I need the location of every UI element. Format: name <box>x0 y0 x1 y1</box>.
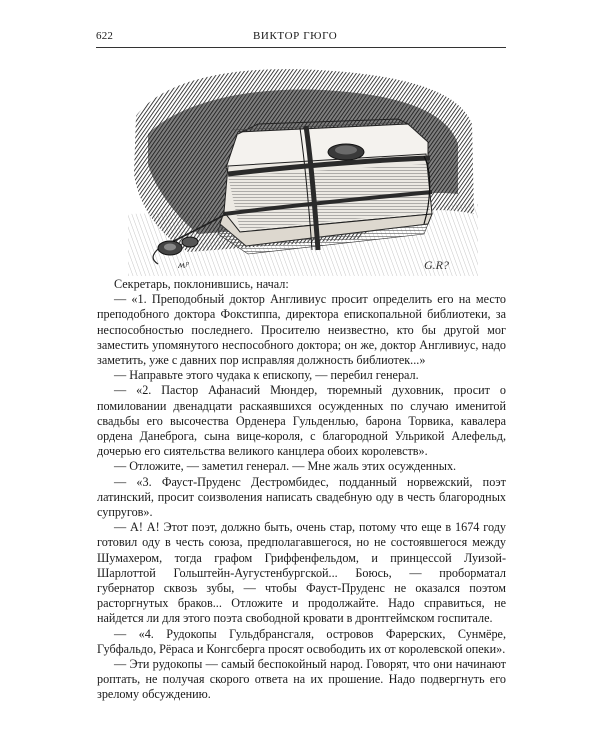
running-header <box>96 30 506 46</box>
page-number: 622 <box>96 30 114 42</box>
artist-signature-right: G.R? <box>424 258 449 272</box>
paragraph: — «1. Преподобный доктор Англивиус просит определить его на место преподобного доктора Фокстиппа, директора епископальной библиотеки, за неспособностью последнего. Просителю неизвестно, кто бы другой мог заместить упомянутого неспособного доктора; он же, доктор Англивиус, надо заметить, уже с давних пор исправляя должность библиотек...» <box>97 292 506 368</box>
paragraph: — «4. Рудокопы Гульдбрансгаля, островов Фарерских, Сунмёре, Губфальдо, Рёраса и Конгсберга просят освободить их от королевской опеки». <box>97 626 506 656</box>
paragraph: — «2. Пастор Афанасий Мюндер, тюремный духовник, просит о помиловании двенадцати раскаявшихся осужденных по случаю именитой свадьбы его высочества Орденера Гульденлью, барона Торвика, кавалера ордена Данеброга, сына вице-короля, с благородной Ульрикой Алефельд, дочерью его сиятельства великого канцлера обоих королевств». <box>97 383 506 459</box>
paragraph: — Направьте этого чудака к епископу, — перебил генерал. <box>114 368 419 383</box>
paragraph: — А! А! Этот поэт, должно быть, очень стар, потому что еще в 1674 году готовил оду в честь союза, предполагавшегося, но не состоявшегося между Шумахером, тогда графом Гриффенфельдом, и принцессой Луизой-Шарлоттой Гольштейн-Аугустенбургской... Боюсь, — проборматал губернатор сквозь зубы, — чтобы Фауст-Пруденс не оказался поэтом расторгнутых браков... Отложите и продолжайте. Надо справиться, не найдется ли для этого поэта свободной кровати в дронтгеймском госпитале. <box>97 520 506 626</box>
paragraph: — Отложите, — заметил генерал. — Мне жаль этих осужденных. <box>114 459 457 474</box>
bundle <box>218 119 432 254</box>
body-text <box>97 277 506 703</box>
running-title: ВИКТОР ГЮГО <box>253 30 338 42</box>
paragraph: Секретарь, поклонившись, начал: <box>114 277 289 291</box>
header-rule <box>96 47 506 48</box>
paragraph: — Эти рудокопы — самый беспокойный народ. Говорят, что они начинают роптать, не получая скорого ответа на их прошение. Надо подвергнуть его зрелому обсуждению. <box>97 657 506 702</box>
artist-signature-left: ʍᵖ <box>178 259 189 271</box>
paragraph: — «3. Фауст-Пруденс Дестромбидес, подданный норвежский, поэт латинский, просит соизволения написать свадебную оду в честь благородных супругов». <box>97 474 506 520</box>
engraving-illustration <box>128 64 478 276</box>
